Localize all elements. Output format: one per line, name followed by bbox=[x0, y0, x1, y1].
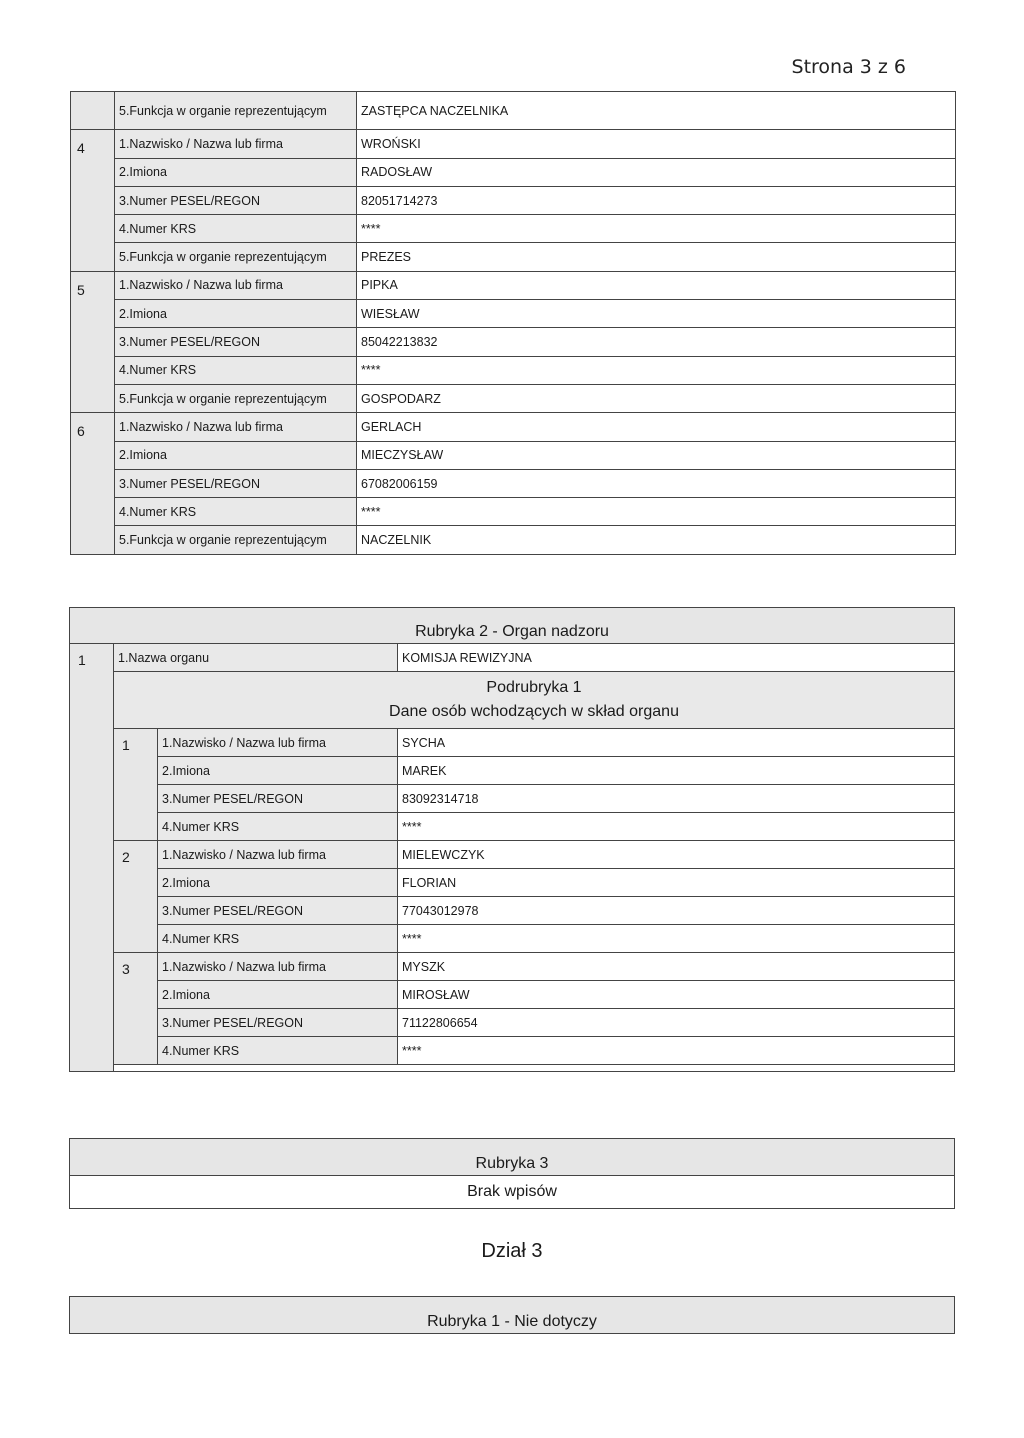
field-label: 2.Imiona bbox=[158, 981, 398, 1009]
field-value: MIROSŁAW bbox=[398, 981, 955, 1009]
field-label: 1.Nazwisko / Nazwa lub firma bbox=[158, 841, 398, 869]
table-row bbox=[70, 672, 955, 729]
field-value: MAREK bbox=[398, 757, 955, 785]
section-title: Rubryka 3 bbox=[70, 1139, 955, 1176]
person-number: 4 bbox=[71, 130, 115, 271]
field-label: 4.Numer KRS bbox=[158, 813, 398, 841]
field-value: **** bbox=[398, 1037, 955, 1065]
field-label: 2.Imiona bbox=[115, 158, 357, 186]
field-value: SYCHA bbox=[398, 729, 955, 757]
field-value: GERLACH bbox=[357, 413, 956, 441]
field-value: WROŃSKI bbox=[357, 130, 956, 158]
field-label: 5.Funkcja w organie reprezentującym bbox=[115, 526, 357, 554]
table-row bbox=[70, 644, 955, 672]
field-value: GOSPODARZ bbox=[357, 384, 956, 412]
member-number: 3 bbox=[114, 953, 158, 1065]
field-label: 3.Numer PESEL/REGON bbox=[158, 785, 398, 813]
table-row bbox=[71, 328, 956, 356]
table-row bbox=[70, 1037, 955, 1065]
field-label: 2.Imiona bbox=[158, 757, 398, 785]
table-row bbox=[70, 785, 955, 813]
field-value: 83092314718 bbox=[398, 785, 955, 813]
field-label: 5.Funkcja w organie reprezentującym bbox=[115, 243, 357, 271]
member-number: 1 bbox=[114, 729, 158, 841]
subsection-title bbox=[114, 672, 955, 729]
page-number: Strona 3 z 6 bbox=[791, 56, 906, 78]
table-row bbox=[70, 757, 955, 785]
table-row bbox=[71, 413, 956, 441]
subsection-title-line1: Podrubryka 1 bbox=[486, 679, 582, 696]
field-value: ZASTĘPCA NACZELNIKA bbox=[357, 92, 956, 130]
field-value: WIESŁAW bbox=[357, 300, 956, 328]
field-value: PIPKA bbox=[357, 271, 956, 299]
field-value: 67082006159 bbox=[357, 469, 956, 497]
field-value: **** bbox=[357, 215, 956, 243]
field-label: 3.Numer PESEL/REGON bbox=[115, 186, 357, 214]
person-number: 5 bbox=[71, 271, 115, 412]
field-label: 1.Nazwisko / Nazwa lub firma bbox=[158, 729, 398, 757]
table-row bbox=[70, 608, 955, 644]
table-row bbox=[71, 300, 956, 328]
table-row bbox=[71, 243, 956, 271]
field-value: 85042213832 bbox=[357, 328, 956, 356]
table-row bbox=[70, 729, 955, 757]
table-row bbox=[70, 1009, 955, 1037]
section-title: Rubryka 1 - Nie dotyczy bbox=[70, 1297, 955, 1334]
table-row bbox=[70, 1139, 955, 1176]
field-label: 4.Numer KRS bbox=[115, 498, 357, 526]
field-label: 1.Nazwisko / Nazwa lub firma bbox=[115, 130, 357, 158]
table-row bbox=[71, 441, 956, 469]
field-label: 3.Numer PESEL/REGON bbox=[158, 897, 398, 925]
field-value: 82051714273 bbox=[357, 186, 956, 214]
table-row bbox=[70, 813, 955, 841]
empty-entries-note: Brak wpisów bbox=[70, 1176, 955, 1209]
row-number bbox=[71, 92, 115, 130]
organ-number: 1 bbox=[70, 644, 114, 1072]
table-row bbox=[70, 869, 955, 897]
field-value: RADOSŁAW bbox=[357, 158, 956, 186]
field-label: 1.Nazwisko / Nazwa lub firma bbox=[115, 271, 357, 299]
field-label: 2.Imiona bbox=[115, 300, 357, 328]
table-row bbox=[70, 841, 955, 869]
table-row bbox=[71, 158, 956, 186]
table-spacer bbox=[114, 1065, 955, 1072]
field-value: MIECZYSŁAW bbox=[357, 441, 956, 469]
member-number: 2 bbox=[114, 841, 158, 953]
table-row bbox=[71, 469, 956, 497]
table-row bbox=[71, 92, 956, 130]
field-label: 1.Nazwisko / Nazwa lub firma bbox=[158, 953, 398, 981]
table-row bbox=[71, 526, 956, 554]
field-value: KOMISJA REWIZYJNA bbox=[398, 644, 955, 672]
field-label: 5.Funkcja w organie reprezentującym bbox=[115, 384, 357, 412]
table-row bbox=[70, 897, 955, 925]
field-value: **** bbox=[398, 925, 955, 953]
field-label: 5.Funkcja w organie reprezentującym bbox=[115, 92, 357, 130]
table-row bbox=[71, 356, 956, 384]
field-label: 4.Numer KRS bbox=[115, 356, 357, 384]
field-label: 3.Numer PESEL/REGON bbox=[158, 1009, 398, 1037]
field-label: 3.Numer PESEL/REGON bbox=[115, 328, 357, 356]
field-value: MYSZK bbox=[398, 953, 955, 981]
field-value: MIELEWCZYK bbox=[398, 841, 955, 869]
table-row bbox=[70, 953, 955, 981]
field-value: **** bbox=[357, 498, 956, 526]
field-label: 4.Numer KRS bbox=[158, 1037, 398, 1065]
field-label: 3.Numer PESEL/REGON bbox=[115, 469, 357, 497]
subsection-title-line2: Dane osób wchodzących w skład organu bbox=[389, 703, 679, 720]
division-title: Dział 3 bbox=[481, 1240, 543, 1262]
table-row bbox=[70, 925, 955, 953]
table-row bbox=[71, 215, 956, 243]
table-row bbox=[70, 981, 955, 1009]
dzial3-rubryka1-table bbox=[69, 1296, 955, 1334]
field-value: 71122806654 bbox=[398, 1009, 955, 1037]
field-value: 77043012978 bbox=[398, 897, 955, 925]
field-label: 1.Nazwisko / Nazwa lub firma bbox=[115, 413, 357, 441]
field-label: 2.Imiona bbox=[158, 869, 398, 897]
field-label: 4.Numer KRS bbox=[115, 215, 357, 243]
field-value: FLORIAN bbox=[398, 869, 955, 897]
table-row bbox=[70, 1297, 955, 1334]
table-row bbox=[70, 1065, 955, 1072]
field-label: 4.Numer KRS bbox=[158, 925, 398, 953]
field-value: **** bbox=[357, 356, 956, 384]
field-value: PREZES bbox=[357, 243, 956, 271]
table-row bbox=[71, 130, 956, 158]
table-row bbox=[71, 186, 956, 214]
table-row bbox=[71, 271, 956, 299]
table-row bbox=[70, 1176, 955, 1209]
field-value: **** bbox=[398, 813, 955, 841]
table-row bbox=[71, 384, 956, 412]
section-title: Rubryka 2 - Organ nadzoru bbox=[70, 608, 955, 644]
table-row bbox=[71, 498, 956, 526]
field-label: 1.Nazwa organu bbox=[114, 644, 398, 672]
rubryka3-table bbox=[69, 1138, 955, 1209]
field-value: NACZELNIK bbox=[357, 526, 956, 554]
supervisory-organ-table bbox=[69, 607, 955, 1072]
field-label: 2.Imiona bbox=[115, 441, 357, 469]
representatives-table bbox=[70, 91, 956, 555]
person-number: 6 bbox=[71, 413, 115, 554]
